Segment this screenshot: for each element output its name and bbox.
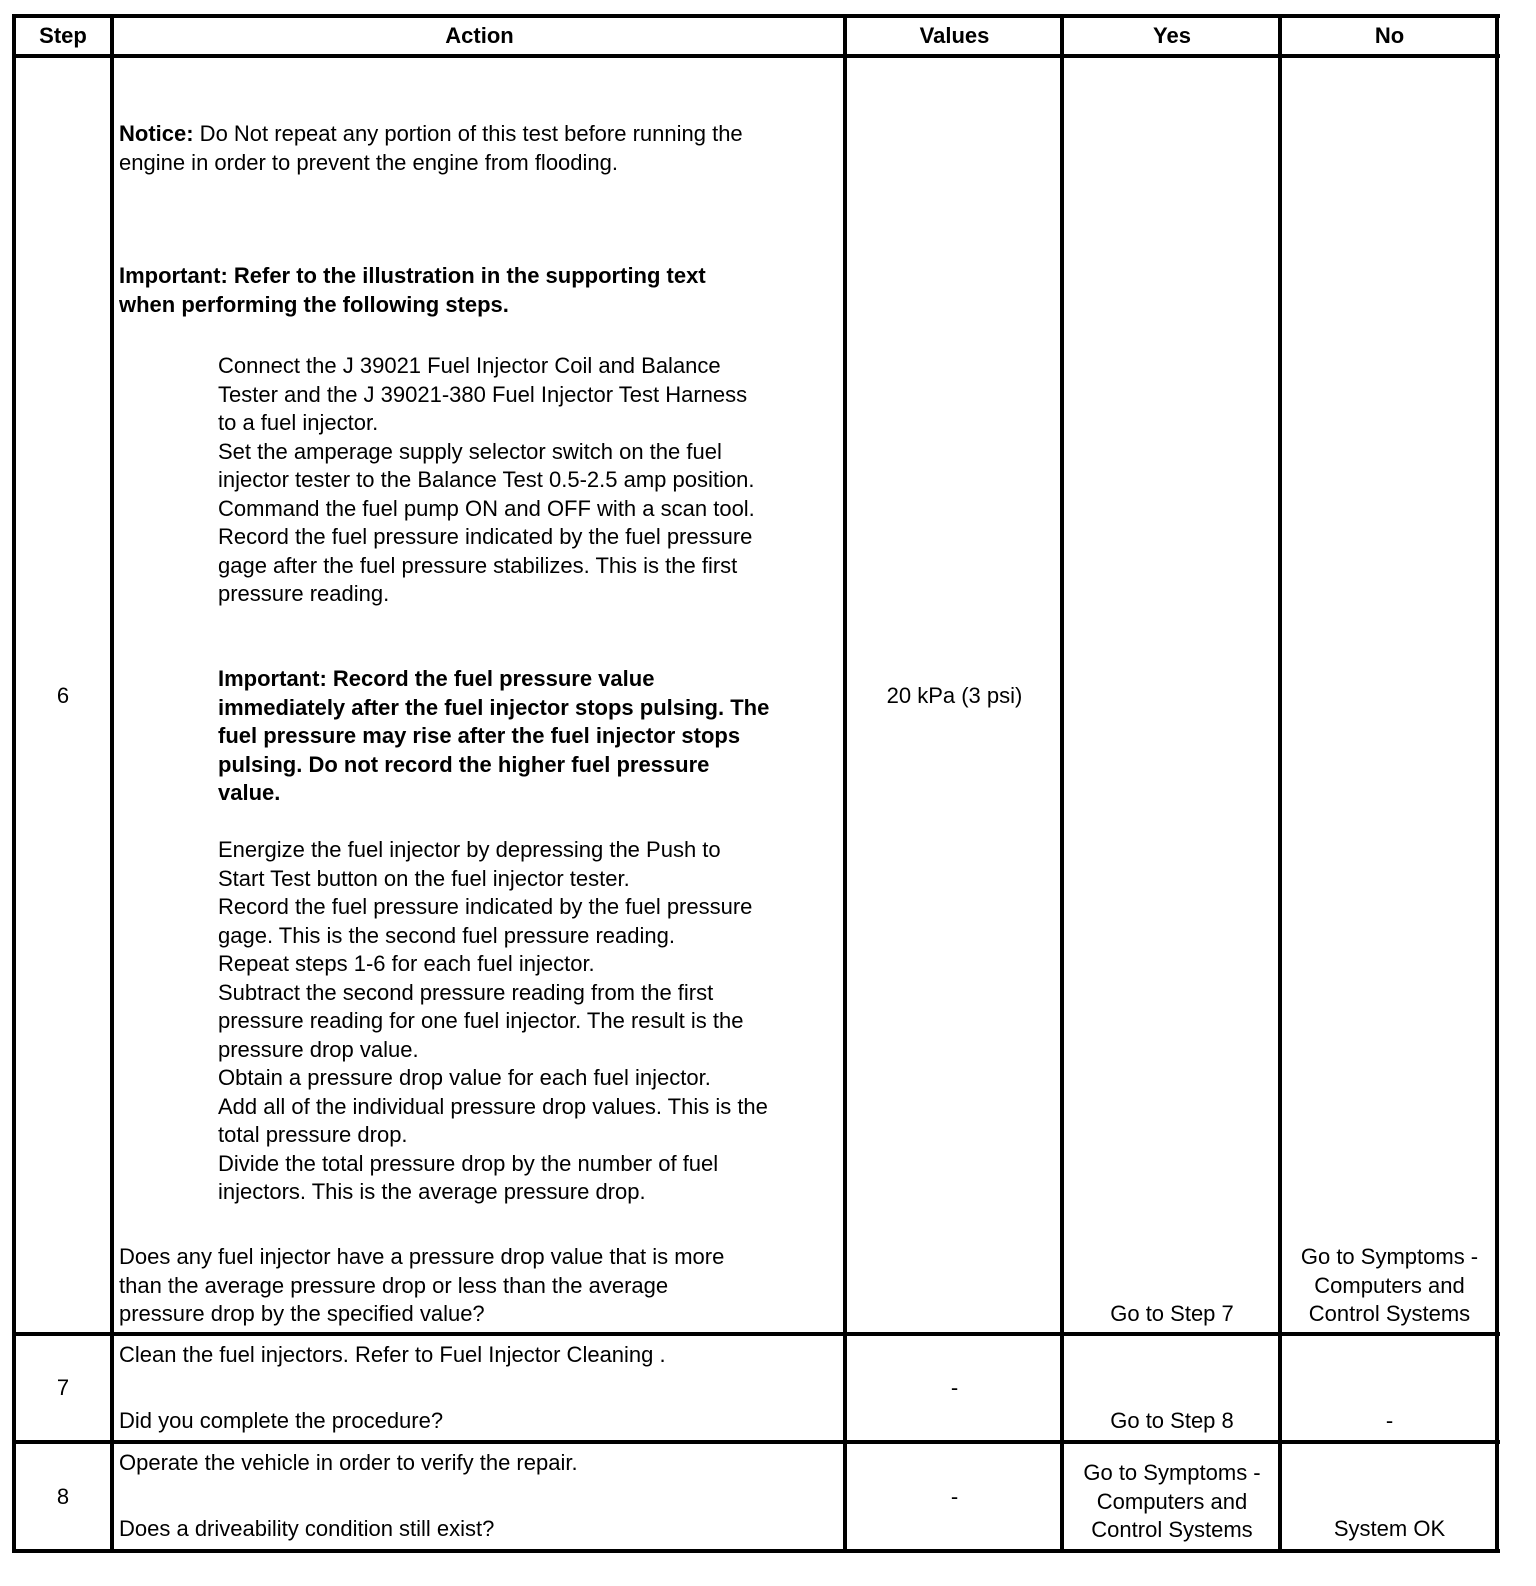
column-divider — [843, 14, 847, 1553]
note-line: value. — [218, 780, 281, 805]
procedure-line: pressure reading for one fuel injector. The result is the — [218, 1008, 744, 1033]
header-values: Values — [919, 23, 990, 48]
step-number: 8 — [56, 1484, 70, 1509]
procedure-line: Record the fuel pressure indicated by the fuel pressure — [218, 894, 753, 919]
procedure-steps-a — [218, 352, 755, 609]
link-line: Computers and — [1096, 1488, 1248, 1514]
procedure-line: Energize the fuel injector by depressing the Push to — [218, 837, 721, 862]
procedure-line: Repeat steps 1-6 for each fuel injector. — [218, 951, 595, 976]
procedure-line: Record the fuel pressure indicated by the fuel pressure — [218, 524, 753, 549]
specified-value: - — [950, 1375, 959, 1400]
column-divider — [110, 14, 114, 1553]
note-line: pulsing. Do not record the higher fuel pressure — [218, 751, 710, 777]
link-line: Go to Symptoms - — [1083, 1460, 1261, 1485]
row-divider — [12, 54, 1500, 58]
note-line: Important: Refer to the illustration in the supporting text — [119, 263, 706, 288]
note-line: immediately after the fuel injector stops pulsing. The — [218, 694, 770, 720]
procedure-line: gage after the fuel pressure stabilizes. This is the first — [218, 552, 738, 578]
link-line: Control Systems — [1308, 1301, 1471, 1326]
important-note — [119, 262, 706, 319]
procedure-line: Set the amperage supply selector switch on the fuel — [218, 438, 722, 464]
procedure-line: to a fuel injector. — [218, 410, 379, 435]
procedure-line: pressure reading. — [218, 581, 390, 606]
step-question: Did you complete the procedure? — [119, 1408, 444, 1433]
specified-value: 20 kPa (3 psi) — [886, 683, 1023, 708]
row-divider — [12, 1440, 1500, 1444]
procedure-line: Obtain a pressure drop value for each fuel injector. — [218, 1065, 711, 1090]
note-line: fuel pressure may rise after the fuel injector stops — [218, 723, 741, 748]
procedure-steps-b — [218, 836, 768, 1207]
step-question — [119, 1243, 724, 1329]
header-step: Step — [39, 23, 87, 48]
link-line: Computers and — [1314, 1272, 1465, 1298]
question-line: Does any fuel injector have a pressure drop value that is more — [119, 1244, 725, 1269]
procedure-line: total pressure drop. — [218, 1122, 408, 1147]
procedure-line: Divide the total pressure drop by the number of fuel — [218, 1150, 719, 1176]
procedure-line: gage. This is the second fuel pressure reading. — [218, 922, 675, 948]
specified-value: - — [950, 1484, 959, 1509]
notice-text — [119, 120, 743, 177]
notice-line: Do Not repeat any portion of this test before running the — [193, 121, 743, 146]
yes-link[interactable] — [1064, 1459, 1280, 1545]
procedure-line: Add all of the individual pressure drop values. This is the — [218, 1093, 768, 1119]
no-result: System OK — [1333, 1516, 1446, 1541]
note-line: Important: Record the fuel pressure value — [218, 666, 655, 691]
no-result: - — [1385, 1408, 1394, 1433]
procedure-line: Connect the J 39021 Fuel Injector Coil and Balance — [218, 353, 721, 378]
step-number: 7 — [56, 1375, 70, 1400]
link-line: Go to Symptoms - — [1300, 1244, 1479, 1269]
yes-link[interactable]: Go to Step 8 — [1110, 1408, 1234, 1433]
question-line: than the average pressure drop or less than the average — [119, 1272, 669, 1298]
procedure-line: Command the fuel pump ON and OFF with a scan tool. — [218, 495, 755, 521]
notice-line: engine in order to prevent the engine from flooding. — [119, 149, 618, 175]
procedure-line: Subtract the second pressure reading from the first — [218, 979, 714, 1005]
header-no: No — [1374, 23, 1405, 48]
table-border — [12, 14, 1500, 18]
no-link[interactable] — [1282, 1243, 1497, 1329]
procedure-line: Start Test button on the fuel injector tester. — [218, 865, 630, 891]
question-line: pressure drop by the specified value? — [119, 1301, 485, 1326]
procedure-line: injectors. This is the average pressure drop. — [218, 1179, 646, 1204]
step-action: Clean the fuel injectors. Refer to Fuel Injector Cleaning . — [119, 1342, 666, 1367]
procedure-line: pressure drop value. — [218, 1036, 419, 1062]
important-note-2 — [218, 665, 769, 808]
link-line: Control Systems — [1091, 1517, 1253, 1542]
notice-label: Notice: — [119, 121, 194, 146]
table-border — [12, 14, 16, 1553]
table-border — [12, 1549, 1500, 1553]
header-action: Action — [445, 23, 514, 48]
step-question: Does a driveability condition still exist? — [119, 1516, 495, 1541]
step-action: Operate the vehicle in order to verify the repair. — [119, 1450, 578, 1475]
header-yes: Yes — [1153, 23, 1191, 48]
row-divider — [12, 1332, 1500, 1336]
yes-link[interactable]: Go to Step 7 — [1110, 1301, 1234, 1326]
step-number: 6 — [56, 683, 70, 708]
note-line: when performing the following steps. — [119, 291, 509, 317]
procedure-line: injector tester to the Balance Test 0.5-2.5 amp position. — [218, 467, 755, 492]
procedure-line: Tester and the J 39021-380 Fuel Injector Test Harness — [218, 381, 748, 407]
